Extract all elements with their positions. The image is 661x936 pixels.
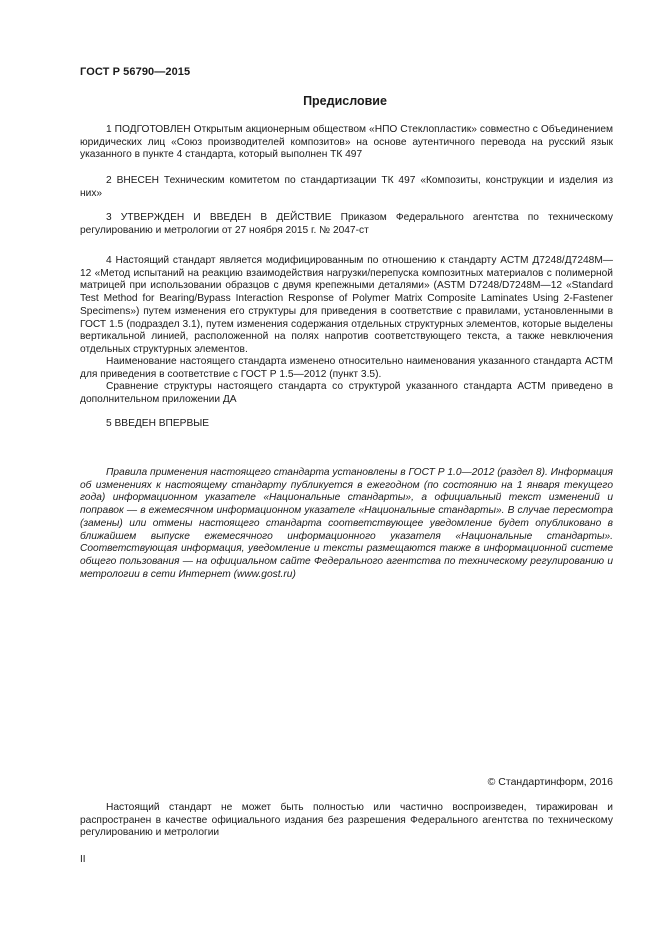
- copyright-line: © Стандартинформ, 2016: [487, 776, 613, 788]
- paragraph-modification: 4 Настоящий стандарт является модифицированным по отношению к стандарту АСТМ Д7248/Д7248М—12 «Метод испытаний на реакцию взаимодействия нагрузки/перепуска композитных материалов с полимерной матрицей при использовании образцов с двумя крепежными деталями» (ASTM D7248/D7248M—12 «Standard Test Method for Bearing/Bypass Interaction Response of Polymer Matrix Composite Laminates Using 2-Fastener Specimens») путем изменения его структуры для приведения в соответствие с правилами, установленными в ГОСТ 1.5 (подраздел 3.1), путем изменения содержания отдельных структурных элементов, которые выделены вертикальной линией, расположенной на полях напротив соответствующего текста, а также невключения отдельных структурных элементов.: [80, 255, 613, 355]
- paragraph-approved: 3 УТВЕРЖДЕН И ВВЕДЕН В ДЕЙСТВИЕ Приказом Федерального агентства по техническому регулированию и метрологии от 27 ноября 2015 г. № 2047-ст: [80, 212, 613, 236]
- page-number: II: [80, 854, 86, 865]
- application-rules-notice: Правила применения настоящего стандарта установлены в ГОСТ Р 1.0—2012 (раздел 8). Информация об изменениях к настоящему стандарту публикуется в ежегодном (по состоянию на 1 января текущего года) информационном указателе «Национальные стандарты», а официальный текст изменений и поправок — в ежемесячном информационном указателе «Национальные стандарты». В случае пересмотра (замены) или отмены настоящего стандарта соответствующее уведомление будет опубликовано в ближайшем выпуске ежемесячного информационного указателя «Национальные стандарты». Соответствующая информация, уведомление и тексты размещаются также в информационной системе общего пользования — на официальном сайте Федерального агентства по техническому регулированию и метрологии в сети Интернет (www.gost.ru): [80, 467, 613, 580]
- page-title: Предисловие: [303, 94, 387, 108]
- paragraph-prepared-by: 1 ПОДГОТОВЛЕН Открытым акционерным обществом «НПО Стеклопластик» совместно с Объединением юридических лиц «Союз производителей композитов» на основе аутентичного перевода на русский язык указанного в пункте 4 стандарта, который выполнен ТК 497: [80, 124, 613, 161]
- paragraph-introduced-by: 2 ВНЕСЕН Техническим комитетом по стандартизации ТК 497 «Композиты, конструкции и изделия из них»: [80, 175, 613, 199]
- paragraph-name-change: Наименование настоящего стандарта изменено относительно наименования указанного стандарта АСТМ для приведения в соответствие с ГОСТ Р 1.5—2012 (пункт 3.5).: [80, 356, 613, 380]
- paragraph-first-introduced: 5 ВВЕДЕН ВПЕРВЫЕ: [106, 418, 210, 429]
- document-number: ГОСТ Р 56790—2015: [80, 66, 191, 78]
- reproduction-notice: Настоящий стандарт не может быть полностью или частично воспроизведен, тиражирован и распространен в качестве официального издания без разрешения Федерального агентства по техническому регулированию и метрологии: [80, 802, 613, 839]
- paragraph-structure-comparison: Сравнение структуры настоящего стандарта со структурой указанного стандарта АСТМ приведено в дополнительном приложении ДА: [80, 381, 613, 405]
